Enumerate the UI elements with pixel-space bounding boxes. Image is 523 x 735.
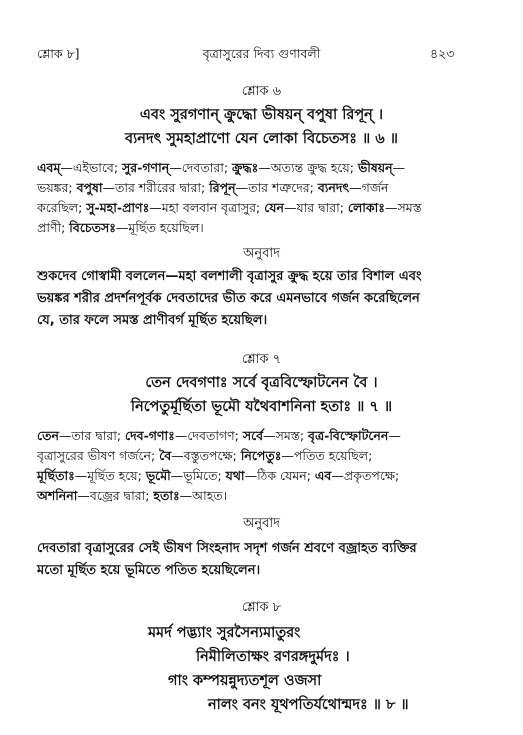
- gloss: —আহত।: [179, 488, 228, 503]
- gloss: —সমস্ত;: [263, 428, 309, 443]
- synonym-line: [37, 218, 493, 238]
- gloss: —অত্যন্ত ক্রুদ্ধ হয়ে;: [258, 160, 358, 175]
- page-number: ৪২৩: [430, 46, 455, 61]
- gloss: বৃত্রাসুরের ভীষণ গর্জনে;: [37, 448, 160, 463]
- gloss: —বস্তুতপক্ষে;: [171, 448, 241, 463]
- verse-6-heading: শ্লোক ৬: [241, 84, 282, 99]
- sanskrit-term: মূর্ছিতাঃ: [37, 468, 75, 483]
- gloss: —প্রকৃতপক্ষে;: [331, 468, 400, 483]
- gloss: —মহা বলবান বৃত্রাসুর;: [149, 200, 265, 215]
- verse-7-translation: [37, 538, 493, 582]
- verse-6-translation: [37, 266, 493, 332]
- verse-7-line-1: তেন দেবগণাঃ সর্বে বৃত্রবিস্ফোটনেন বৈ ।: [145, 375, 378, 391]
- gloss: —ঠিক যেমন;: [244, 468, 315, 483]
- verse-7-heading: শ্লোক ৭: [241, 352, 282, 367]
- gloss: —: [388, 428, 401, 443]
- synonym-line: [37, 198, 493, 218]
- synonym-line: [37, 426, 493, 446]
- sanskrit-term: হতাঃ: [153, 488, 180, 503]
- sanskrit-term: যথা: [225, 468, 245, 483]
- gloss: করেছিল;: [37, 200, 87, 215]
- gloss: —মূর্ছিত হয়ে;: [74, 468, 146, 483]
- gloss: —এইভাবে;: [60, 160, 123, 175]
- gloss: —গর্জন: [349, 180, 389, 195]
- verse-8-line-4: নালং বনং যূথপতির্যথোন্মদঃ ॥ ৮ ॥: [208, 697, 409, 713]
- gloss: —পতিত হয়েছিল;: [281, 448, 373, 463]
- gloss: —বজ্রের দ্বারা;: [77, 488, 154, 503]
- sanskrit-term: এবম্: [37, 160, 61, 175]
- sanskrit-term: নিপেতুঃ: [240, 448, 282, 463]
- sanskrit-term: ব্যনদৎ: [317, 180, 350, 195]
- verse-6-line-1: এবং সুরগণান্ ক্রুদ্ধো ভীষয়ন্ বপুষা রিপূন্ ।: [139, 107, 384, 123]
- sanskrit-term: ক্রুদ্ধঃ: [232, 160, 259, 175]
- synonym-line: [37, 446, 493, 466]
- translation-line: যে, তার ফলে সমস্ত প্রাণীবর্গ মূর্ছিত হয়েছিল।: [37, 313, 268, 328]
- gloss: —দেবতাগণ;: [174, 428, 243, 443]
- sanskrit-term: সুর-গণান্: [122, 160, 170, 175]
- gloss: —তার শরীরের দ্বারা;: [102, 180, 210, 195]
- verse-8-line-1: মমর্দ পদ্ভ্যাং সুরসৈন্যমাতুরং: [148, 625, 301, 641]
- gloss: ভয়ঙ্কর;: [37, 180, 77, 195]
- running-header-title: বৃত্রাসুরের দিব্য গুণাবলী: [202, 46, 321, 61]
- sanskrit-term: তেন: [37, 428, 59, 443]
- verse-6-line-2: ব্যনদৎ সুমহাপ্রাণো যেন লোকা বিচেতসঃ ॥ ৬ ॥: [125, 131, 398, 147]
- gloss: প্রাণী;: [37, 220, 70, 235]
- gloss: —তার দ্বারা;: [58, 428, 126, 443]
- sanskrit-term: বপুষা: [76, 180, 103, 195]
- synonym-line: [37, 158, 493, 178]
- translation-line: মতো মূর্ছিত হয়ে ভূমিতে পতিত হয়েছিলেন।: [37, 563, 261, 578]
- sanskrit-term: দেব-গণাঃ: [125, 428, 175, 443]
- sanskrit-term: সর্বে: [242, 428, 264, 443]
- verse-7-translation-heading: অনুবাদ: [243, 516, 280, 531]
- sanskrit-term: বিচেতসঃ: [69, 220, 116, 235]
- sanskrit-term: বৈ: [159, 448, 172, 463]
- translation-line: দেবতারা বৃত্রাসুরের সেই ভীষণ সিংহনাদ সদৃশ গর্জন শ্রবণে বজ্রাহত ব্যক্তির: [37, 541, 417, 556]
- sanskrit-term: এব: [314, 468, 332, 483]
- sanskrit-term: ভীষয়ন্: [357, 160, 393, 175]
- gloss: —সমস্ত: [384, 200, 422, 215]
- gloss: —মূর্ছিত হয়েছিল।: [115, 220, 204, 235]
- sanskrit-term: অশনিনা: [37, 488, 78, 503]
- gloss: —যার দ্বারা;: [283, 200, 348, 215]
- translation-line: ভয়ঙ্কর শরীর প্রদর্শনপূর্বক দেবতাদের ভীত করে এমনভাবে গর্জন করেছিলেন: [37, 291, 420, 306]
- gloss: —তার শত্রুদের;: [235, 180, 318, 195]
- sanskrit-term: যেন: [264, 200, 284, 215]
- verse-8-line-2: নিমীলিতাক্ষং রণরঙ্গদুর্মদঃ ।: [196, 649, 350, 665]
- running-header-verse: শ্লোক ৮]: [37, 46, 80, 61]
- verse-8-line-3: গাং কম্পয়ন্নুদ্যতশূল ওজসা: [168, 673, 322, 689]
- synonym-line: [37, 178, 493, 198]
- synonym-line: [37, 466, 493, 486]
- verse-6-synonyms: [37, 158, 493, 238]
- gloss: —ভূমিতে;: [170, 468, 226, 483]
- gloss: —: [392, 160, 406, 175]
- sanskrit-term: বৃত্র-বিস্ফোটনেন: [308, 428, 389, 443]
- verse-8-heading: শ্লোক ৮: [241, 600, 282, 615]
- verse-6-translation-heading: অনুবাদ: [243, 246, 280, 261]
- verse-7-line-2: নিপেতুর্মূর্ছিতা ভূমৌ যথৈবাশনিনা হতাঃ ॥ ৭ ॥: [130, 399, 393, 415]
- sanskrit-term: সু-মহা-প্রাণঃ: [86, 200, 150, 215]
- translation-line: শুকদেব গোস্বামী বললেন—মহা বলশালী বৃত্রাসুর ক্রুদ্ধ হয়ে তার বিশাল এবং: [37, 269, 422, 284]
- sanskrit-term: লোকাঃ: [347, 200, 385, 215]
- sanskrit-term: ভূমৌ: [145, 468, 171, 483]
- gloss: —দেবতারা;: [169, 160, 233, 175]
- verse-7-synonyms: [37, 426, 493, 506]
- sanskrit-term: রিপূন্: [209, 180, 236, 195]
- synonym-line: [37, 486, 493, 506]
